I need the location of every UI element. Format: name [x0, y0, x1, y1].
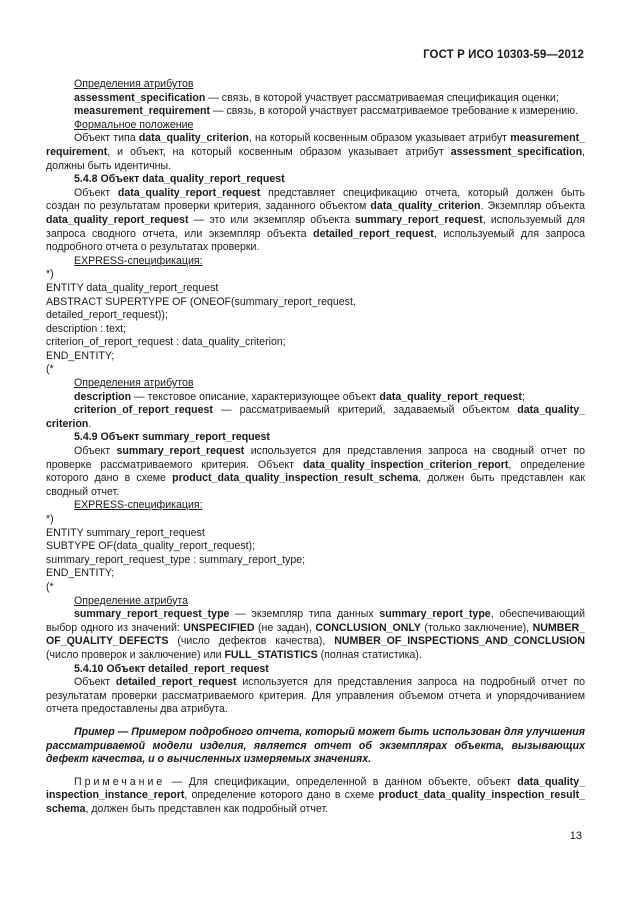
page-body [46, 78, 585, 816]
attr-summary-report-type: summary_report_request_type — экземпляр типа данных summary_report_type, обеспечивающий выбор одного из значений: UNSPECIFIED (не задан), CONCLUSION_ONLY (только заключение), NUMBER_ OF_QUALITY_DEFECTS (число дефектов качества), NUMBER_OF_INSPECTIONS_AND_CONCLUSION (число проверок и заключение) или FULL_STATISTICS (полная статистика). [46, 608, 585, 661]
code-line: description : text; [46, 322, 127, 335]
attr-description: description — текстовое описание, характеризующее объект data_quality_report_request; [74, 390, 525, 403]
code-line: summary_report_request_type : summary_report_type; [46, 553, 306, 566]
attr-assessment-spec: assessment_specification — связь, в которой участвует рассматриваемая спецификация оценки; [74, 91, 559, 104]
attr-measurement-req: measurement_requirement — связь, в которой участвует рассматриваемое требование к измерению. [74, 105, 579, 118]
para-5-4-10: Объект detailed_report_request используется для представления запроса на подробный отчет по результатам проверки рассматриваемого критерия. Для управления объемом отчета и упорядочиванием отчета предоставлены два атрибута. [46, 676, 585, 716]
code-line: criterion_of_report_request : data_quality_criterion; [46, 336, 286, 349]
attr-def-heading-3: Определение атрибута [74, 594, 189, 607]
code-line: SUBTYPE OF(data_quality_report_request); [46, 540, 256, 553]
code-line: *) [46, 513, 54, 525]
express-code-2 [46, 513, 585, 595]
express-heading-2: EXPRESS-спецификация: [74, 499, 203, 512]
example-paragraph: Пример — Примером подробного отчета, который может быть использован для улучшения рассматриваемой модели изделия, является отчет об экземплярах объекта, вызывающих дефект качества, и о вычисленных измеряемых значениях. [46, 725, 585, 766]
para-5-4-9: Объект summary_report_request используется для представления запроса на сводный отчет по проверке рассматриваемого критерия. Объект data_quality_inspection_criterion_report, определение которого дано в схеме product_data_quality_inspection_result_schema, должен быть представлен как сводный отчет. [46, 445, 585, 498]
page-number: 13 [569, 830, 582, 842]
code-line: ABSTRACT SUPERTYPE OF (ONEOF(summary_report_request, [46, 295, 356, 308]
para-5-4-8: Объект data_quality_report_request представляет спецификацию отчета, который должен быть создан по результатам проверки критерия, заданного объектом data_quality_criterion. Экземпляр объекта data_quality_report_request — это или экземпляр объекта summary_report_request, используемый для запроса сводного отчета, или экземпляр объекта detailed_report_request, используемый для запроса подробного отчета о результатах проверки. [46, 186, 585, 254]
code-line: END_ENTITY; [46, 349, 115, 362]
heading-5-4-10: 5.4.10 Объект detailed_report_request [74, 662, 269, 675]
express-heading-1: EXPRESS-спецификация: [74, 254, 203, 267]
attr-criterion-of-report: criterion_of_report_request — рассматриваемый критерий, задаваемый объектом data_quality_ criterion. [46, 404, 585, 430]
code-line: *) [46, 268, 54, 281]
code-line: ENTITY data_quality_report_request [46, 281, 219, 294]
code-line: detailed_report_request)); [46, 309, 168, 322]
note-paragraph: Примечание — Для спецификации, определенной в данном объекте, объект data_quality_ inspection_instance_report, определение которого дано в схеме product_data_quality_inspection_result_ schema, должен быть представлен как подробный отчет. [46, 775, 585, 815]
formal-text: Объект типа data_quality_criterion, на который косвенным образом указывает атрибут measurement_ requirement, и объект, на который косвенным образом указывает атрибут assessment_specification, должны быть идентичны. [46, 132, 586, 172]
code-line: ENTITY summary_report_request [46, 526, 205, 539]
code-line: (* [46, 363, 54, 376]
page-header: ГОСТ Р ИСО 10303-59—2012 [423, 49, 584, 61]
attr-defs-heading: Определения атрибутов [74, 78, 194, 90]
code-line: END_ENTITY; [46, 567, 115, 580]
express-code-1 [46, 268, 585, 377]
heading-5-4-8: 5.4.8 Объект data_quality_report_request [74, 173, 285, 186]
note-label: Примечание [74, 775, 166, 788]
formal-heading: Формальное положение [74, 118, 194, 131]
attr-defs-heading-2: Определения атрибутов [74, 377, 194, 390]
code-line: (* [46, 580, 54, 593]
heading-5-4-9: 5.4.9 Объект summary_report_request [74, 431, 270, 444]
